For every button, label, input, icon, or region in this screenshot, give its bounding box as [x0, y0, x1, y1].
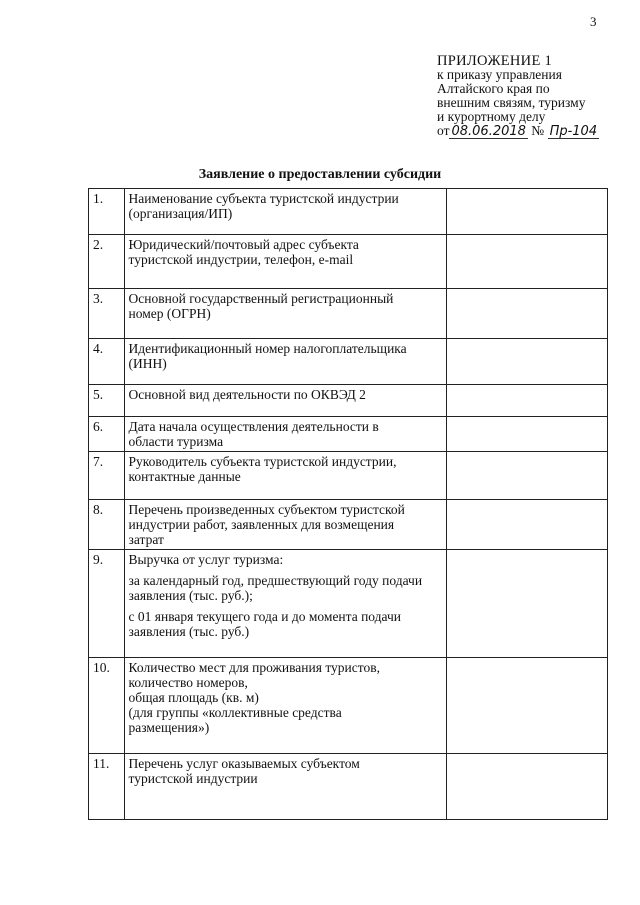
- table-row: [89, 289, 608, 339]
- description-line: размещения»): [128, 720, 210, 735]
- row-description: [124, 339, 446, 385]
- description-line: индустрии работ, заявленных для возмещения: [128, 517, 395, 532]
- revenue-previous-year: [129, 573, 442, 603]
- page-number: 3: [590, 14, 597, 29]
- appendix-block: [437, 54, 599, 139]
- row-value-cell[interactable]: [446, 235, 608, 289]
- description-line: области туризма: [128, 434, 224, 449]
- appendix-line: внешним связям, туризму: [437, 95, 586, 110]
- table-row: [89, 189, 608, 235]
- table-row: [89, 658, 608, 754]
- appendix-line: к приказу управления: [437, 67, 562, 82]
- table-row: [89, 452, 608, 500]
- description-line: контактные данные: [128, 469, 241, 484]
- row-description: [124, 385, 446, 417]
- description-line: Основной вид деятельности по ОКВЭД 2: [128, 387, 366, 402]
- row-description: [124, 417, 446, 452]
- row-value-cell[interactable]: [446, 339, 608, 385]
- row-number: 5.: [89, 385, 125, 417]
- description-line: туристской индустрии, телефон, e-mail: [128, 252, 354, 267]
- description-line: Юридический/почтовый адрес субъекта: [128, 237, 359, 252]
- row-description: [124, 235, 446, 289]
- order-date-number: [437, 124, 599, 139]
- description-line: заявления (тыс. руб.);: [128, 588, 253, 603]
- description-line: Выручка от услуг туризма:: [128, 552, 284, 567]
- row-number: 8.: [89, 500, 125, 550]
- description-line: Идентификационный номер налогоплательщика: [128, 341, 407, 356]
- description-line: Наименование субъекта туристской индустрии: [128, 191, 399, 206]
- description-line: Количество мест для проживания туристов,: [128, 660, 380, 675]
- table-row: [89, 500, 608, 550]
- row-value-cell[interactable]: [446, 417, 608, 452]
- row-description: [124, 550, 446, 658]
- document-title: Заявление о предоставлении субсидии: [198, 167, 442, 182]
- description-line: (ИНН): [128, 356, 167, 371]
- table-row: [89, 339, 608, 385]
- row-number: 1.: [89, 189, 125, 235]
- description-line: количество номеров,: [128, 675, 248, 690]
- row-value-cell[interactable]: [446, 289, 608, 339]
- row-description: [124, 189, 446, 235]
- date-prefix: от: [437, 123, 450, 138]
- number-label: №: [531, 123, 545, 138]
- table-row: [89, 235, 608, 289]
- row-description: [124, 289, 446, 339]
- handwritten-number: Пр-104: [549, 124, 598, 139]
- description-line: Перечень произведенных субъектом туристской: [128, 502, 405, 517]
- handwritten-date: 08.06.2018: [451, 124, 526, 139]
- description-line: (для группы «коллективные средства: [128, 705, 342, 720]
- description-line: туристской индустрии: [128, 771, 258, 786]
- application-form-table: [88, 188, 608, 820]
- description-line: (организация/ИП): [128, 206, 233, 221]
- appendix-title: ПРИЛОЖЕНИЕ 1: [437, 53, 553, 69]
- description-line: номер (ОГРН): [128, 306, 211, 321]
- description-line: Дата начала осуществления деятельности в: [128, 419, 379, 434]
- table-row: [89, 385, 608, 417]
- row-description: [124, 658, 446, 754]
- description-line: заявления (тыс. руб.): [128, 624, 250, 639]
- row-number: 3.: [89, 289, 125, 339]
- description-line: Основной государственный регистрационный: [128, 291, 394, 306]
- row-description: [124, 500, 446, 550]
- description-line: за календарный год, предшествующий году подачи: [128, 573, 423, 588]
- table-row: [89, 417, 608, 452]
- row-number: 2.: [89, 235, 125, 289]
- row-description: [124, 754, 446, 820]
- row-number: 11.: [89, 754, 125, 820]
- appendix-line: и курортному делу: [437, 109, 546, 124]
- description-line: Перечень услуг оказываемых субъектом: [128, 756, 360, 771]
- row-value-cell[interactable]: [446, 189, 608, 235]
- row-value-cell[interactable]: [446, 385, 608, 417]
- row-number: 7.: [89, 452, 125, 500]
- appendix-line: Алтайского края по: [437, 81, 550, 96]
- row-number: 4.: [89, 339, 125, 385]
- row-description: [124, 452, 446, 500]
- row-value-cell[interactable]: [446, 452, 608, 500]
- row-value-cell[interactable]: [446, 754, 608, 820]
- row-number: 6.: [89, 417, 125, 452]
- row-value-cell[interactable]: [446, 500, 608, 550]
- description-line: Руководитель субъекта туристской индустрии,: [128, 454, 397, 469]
- row-number: 10.: [89, 658, 125, 754]
- table-row: [89, 754, 608, 820]
- row-value-cell[interactable]: [446, 658, 608, 754]
- row-number: 9.: [89, 550, 125, 658]
- revenue-current-year: [129, 609, 442, 639]
- table-row: [89, 550, 608, 658]
- description-line: общая площадь (кв. м): [128, 690, 259, 705]
- description-line: с 01 января текущего года и до момента подачи: [128, 609, 402, 624]
- row-value-cell[interactable]: [446, 550, 608, 658]
- description-line: затрат: [128, 532, 164, 547]
